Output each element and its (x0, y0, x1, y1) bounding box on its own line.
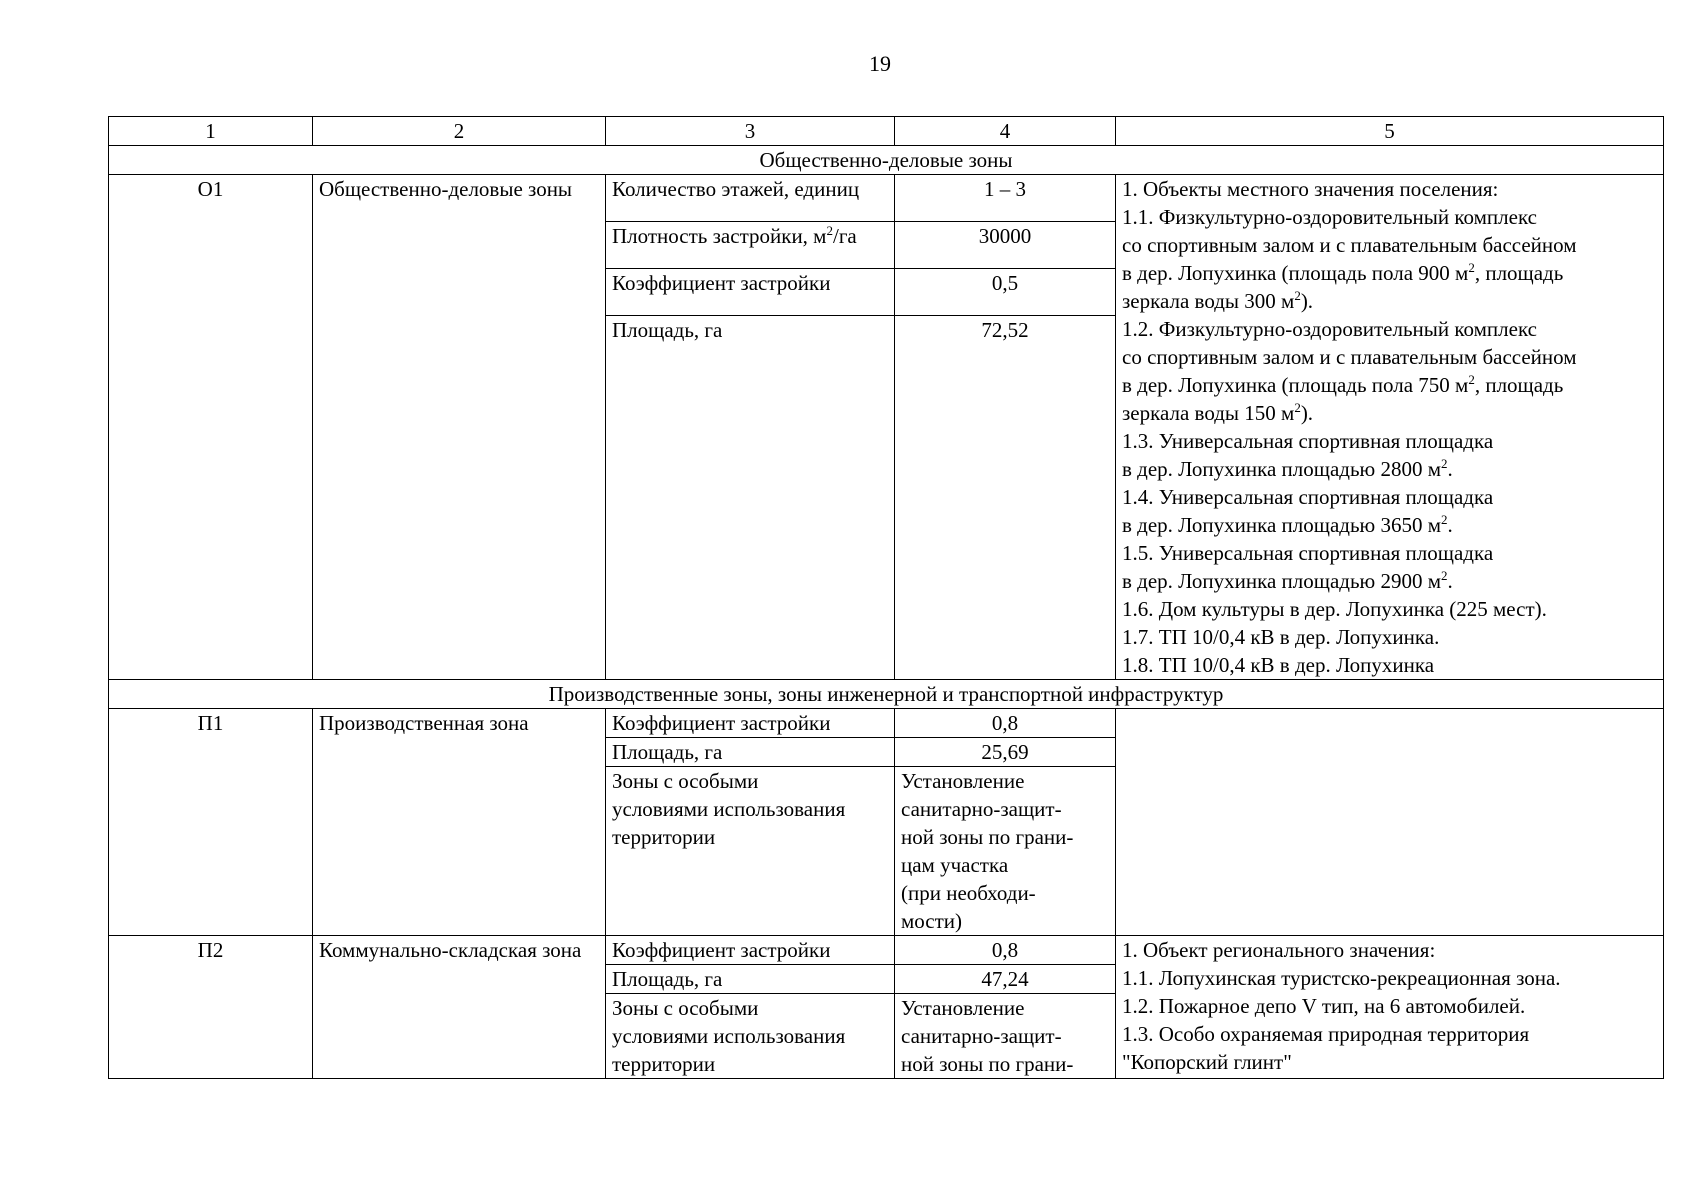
section-title: Общественно-деловые зоны (109, 146, 1664, 175)
param-label: Зоны с особыми условиями использования территории (606, 767, 895, 936)
param-value: 72,52 (895, 316, 1116, 680)
param-label: Плотность застройки, $м^2/га$ (606, 222, 895, 269)
objects-line: 1.5. Универсальная спортивная площадка (1122, 541, 1494, 565)
param-label: Коэффициент застройки (606, 709, 895, 738)
zone-name: Производственная зона (313, 709, 606, 936)
param-value: 30000 (895, 222, 1116, 269)
param-value: 1 – 3 (895, 175, 1116, 222)
column-number: 2 (313, 117, 606, 146)
param-label: Коэффициент застройки (606, 936, 895, 965)
param-value: 0,8 (895, 709, 1116, 738)
zone-row-o1 (109, 175, 1664, 222)
section-row-industrial (109, 680, 1664, 709)
column-number: 5 (1116, 117, 1664, 146)
objects-line: со спортивным залом и с плавательным бассейном (1122, 233, 1577, 257)
objects-line: в дер. Лопухинка площадью 3650 $м^2$. (1122, 512, 1453, 537)
objects-line: 1.4. Универсальная спортивная площадка (1122, 485, 1494, 509)
objects-line: "Копорский глинт" (1122, 1050, 1292, 1074)
objects-line: 1.3. Универсальная спортивная площадка (1122, 429, 1494, 453)
column-number: 3 (606, 117, 895, 146)
objects-line: 1.2. Пожарное депо V тип, на 6 автомобилей. (1122, 994, 1526, 1018)
objects-line: в дер. Лопухинка (площадь пола 900 $м^2$, площадь (1122, 260, 1564, 285)
zone-objects (1116, 175, 1664, 680)
column-number: 4 (895, 117, 1116, 146)
zone-code: П2 (109, 936, 313, 1079)
param-label: Площадь, га (606, 965, 895, 994)
section-title: Производственные зоны, зоны инженерной и транспортной инфраструктур (109, 680, 1664, 709)
param-label: Площадь, га (606, 738, 895, 767)
objects-line: 1.1. Лопухинская туристско-рекреационная зона. (1122, 966, 1561, 990)
param-label: Коэффициент застройки (606, 269, 895, 316)
objects-line: 1.3. Особо охраняемая природная территория (1122, 1022, 1530, 1046)
zone-row-p1 (109, 709, 1664, 738)
zone-name: Общественно-деловые зоны (313, 175, 606, 680)
param-value: 25,69 (895, 738, 1116, 767)
zone-code: П1 (109, 709, 313, 936)
objects-line: со спортивным залом и с плавательным бассейном (1122, 345, 1577, 369)
objects-line: 1. Объект регионального значения: (1122, 938, 1436, 962)
param-label: Зоны с особыми условиями использования территории (606, 994, 895, 1079)
column-number: 1 (109, 117, 313, 146)
objects-line: 1.2. Физкультурно-оздоровительный комплекс (1122, 317, 1537, 341)
param-value: 0,5 (895, 269, 1116, 316)
param-value: 0,8 (895, 936, 1116, 965)
page-number: 19 (869, 51, 891, 76)
objects-line: 1. Объекты местного значения поселения: (1122, 177, 1499, 201)
zone-name: Коммунально-складская зона (313, 936, 606, 1079)
objects-line: зеркала воды 150 $м^2$). (1122, 400, 1314, 425)
objects-line: зеркала воды 300 $м^2$). (1122, 288, 1314, 313)
objects-line: 1.8. ТП 10/0,4 кВ в дер. Лопухинка (1122, 653, 1435, 677)
objects-line: 1.6. Дом культуры в дер. Лопухинка (225 мест). (1122, 597, 1547, 621)
zone-row-p2 (109, 936, 1664, 965)
zone-objects (1116, 936, 1664, 1079)
zone-objects (1116, 709, 1664, 936)
objects-line: в дер. Лопухинка (площадь пола 750 $м^2$, площадь (1122, 372, 1564, 397)
objects-line: 1.1. Физкультурно-оздоровительный комплекс (1122, 205, 1537, 229)
section-row-public (109, 146, 1664, 175)
param-value: Установление санитарно-защит- ной зоны по грани- цам участка (при необходи- мости) (895, 767, 1116, 936)
param-label: Площадь, га (606, 316, 895, 680)
zone-code: О1 (109, 175, 313, 680)
param-label: Количество этажей, единиц (606, 175, 895, 222)
column-number-row (109, 117, 1664, 146)
objects-line: 1.7. ТП 10/0,4 кВ в дер. Лопухинка. (1122, 625, 1440, 649)
zones-table (108, 116, 1664, 1079)
objects-line: в дер. Лопухинка площадью 2800 $м^2$. (1122, 456, 1453, 481)
param-value: 47,24 (895, 965, 1116, 994)
param-value: Установление санитарно-защит- ной зоны по грани- (895, 994, 1116, 1079)
objects-line: в дер. Лопухинка площадью 2900 $м^2$. (1122, 568, 1453, 593)
